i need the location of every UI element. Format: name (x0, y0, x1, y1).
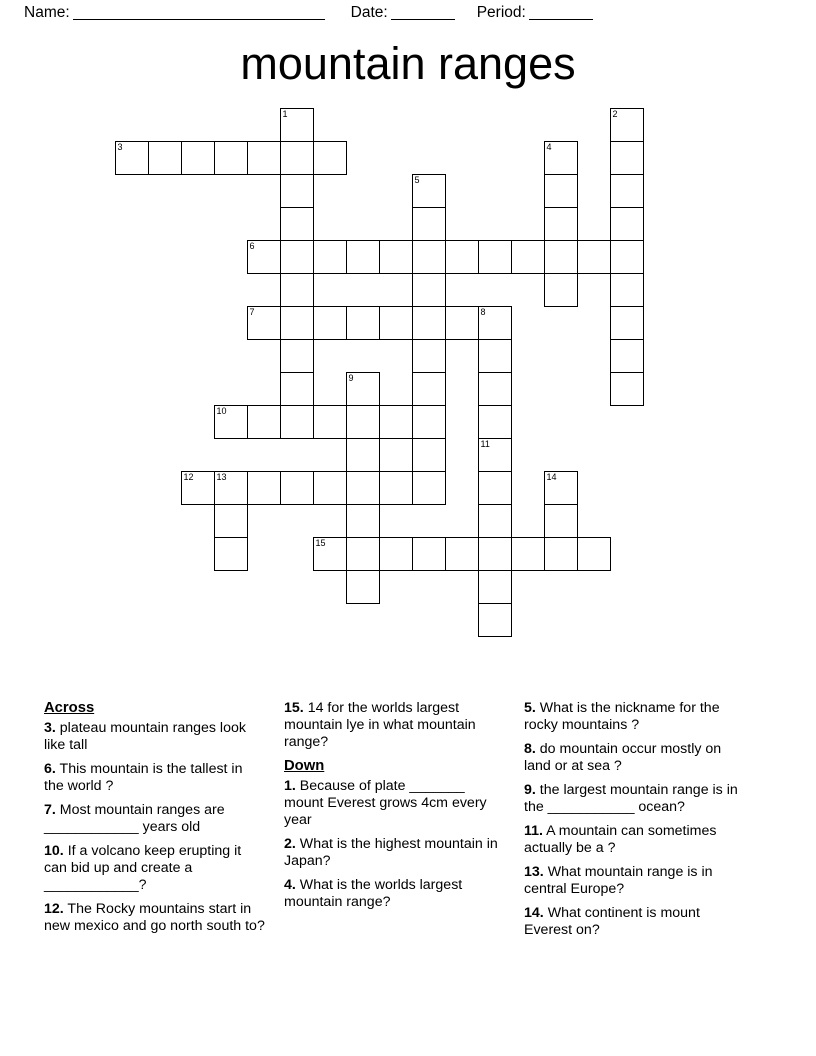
crossword-cell[interactable] (610, 174, 644, 208)
crossword-cell-numbered-4[interactable] (544, 141, 578, 175)
name-label: Name: (24, 4, 70, 21)
crossword-cell[interactable] (346, 240, 380, 274)
crossword-cell[interactable] (280, 141, 314, 175)
crossword-cell[interactable] (214, 504, 248, 538)
clues-column-1 (44, 700, 266, 942)
clue-down-5 (524, 700, 746, 734)
crossword-cell[interactable] (544, 504, 578, 538)
cell-number: 6 (249, 241, 255, 251)
cell-number: 5 (414, 175, 420, 185)
crossword-cell[interactable] (478, 339, 512, 373)
clue-down-8 (524, 741, 746, 775)
clue-number: 5. (524, 700, 536, 716)
date-input-line[interactable] (391, 6, 455, 20)
clue-number: 6. (44, 761, 56, 777)
clue-text: the largest mountain range is in the ___________ ocean? (524, 782, 738, 815)
crossword-cell[interactable] (280, 405, 314, 439)
name-input-line[interactable] (73, 6, 325, 20)
date-label: Date: (350, 4, 388, 21)
clue-down-13 (524, 864, 746, 898)
crossword-cell[interactable] (280, 174, 314, 208)
crossword-cell[interactable] (610, 240, 644, 274)
crossword-cell[interactable] (577, 240, 611, 274)
clue-down-4 (284, 877, 506, 911)
clue-across-10 (44, 843, 266, 894)
clue-text: Most mountain ranges are ____________ years old (44, 802, 225, 835)
crossword-cell-numbered-5[interactable] (412, 174, 446, 208)
cell-number: 1 (282, 109, 288, 119)
crossword-cell[interactable] (346, 537, 380, 571)
crossword-cell[interactable] (280, 306, 314, 340)
clue-text: What is the highest mountain in Japan? (284, 836, 498, 869)
clue-text: do mountain occur mostly on land or at sea ? (524, 741, 722, 774)
cell-number: 15 (315, 538, 326, 548)
cell-number: 4 (546, 142, 552, 152)
cell-number: 8 (480, 307, 486, 317)
period-label: Period: (476, 4, 526, 21)
clue-text: Because of plate _______ mount Everest grows 4cm every year (284, 778, 487, 828)
clue-text: What continent is mount Everest on? (524, 905, 700, 938)
crossword-cell[interactable] (346, 306, 380, 340)
crossword-cell[interactable] (610, 207, 644, 241)
clue-text: If a volcano keep erupting it can bid up and create a ____________? (44, 843, 242, 893)
crossword-cell[interactable] (346, 504, 380, 538)
clue-down-11 (524, 823, 746, 857)
clue-number: 8. (524, 741, 536, 757)
clue-number: 4. (284, 877, 296, 893)
clue-number: 7. (44, 802, 56, 818)
crossword-cell[interactable] (544, 273, 578, 307)
crossword-cell[interactable] (544, 174, 578, 208)
crossword-cell[interactable] (577, 537, 611, 571)
crossword-cell[interactable] (544, 537, 578, 571)
clue-down-14 (524, 905, 746, 939)
crossword-cell[interactable] (148, 141, 182, 175)
crossword-cell[interactable] (346, 570, 380, 604)
crossword-cell[interactable] (610, 372, 644, 406)
crossword-cell[interactable] (478, 240, 512, 274)
crossword-cell[interactable] (511, 240, 545, 274)
crossword-cell[interactable] (280, 471, 314, 505)
crossword-cell[interactable] (544, 207, 578, 241)
crossword-cell[interactable] (412, 240, 446, 274)
clue-across-7 (44, 802, 266, 836)
crossword-cell[interactable] (181, 141, 215, 175)
crossword-cell[interactable] (346, 471, 380, 505)
crossword-cell[interactable] (478, 405, 512, 439)
clue-number: 12. (44, 901, 64, 917)
cell-number: 13 (216, 472, 227, 482)
clue-number: 9. (524, 782, 536, 798)
clue-number: 14. (524, 905, 544, 921)
crossword-cell-numbered-2[interactable] (610, 108, 644, 142)
clue-across-15 (284, 700, 506, 751)
clue-number: 3. (44, 720, 56, 736)
crossword-cell[interactable] (247, 405, 281, 439)
crossword-cell[interactable] (412, 537, 446, 571)
crossword-cell-numbered-6[interactable] (247, 240, 281, 274)
crossword-cell[interactable] (313, 240, 347, 274)
crossword-cell[interactable] (214, 537, 248, 571)
crossword-cell-numbered-9[interactable] (346, 372, 380, 406)
crossword-cell[interactable] (280, 207, 314, 241)
crossword-cell[interactable] (280, 339, 314, 373)
cell-number: 7 (249, 307, 255, 317)
crossword-cell-numbered-13[interactable] (214, 471, 248, 505)
clues-section (44, 700, 774, 980)
crossword-cell[interactable] (247, 471, 281, 505)
crossword-cell[interactable] (346, 405, 380, 439)
crossword-cell-numbered-11[interactable] (478, 438, 512, 472)
crossword-cell[interactable] (412, 207, 446, 241)
crossword-cell-numbered-10[interactable] (214, 405, 248, 439)
crossword-cell[interactable] (478, 603, 512, 637)
crossword-cell[interactable] (214, 141, 248, 175)
crossword-cell-numbered-14[interactable] (544, 471, 578, 505)
crossword-cell-numbered-12[interactable] (181, 471, 215, 505)
clue-number: 2. (284, 836, 296, 852)
clue-text: 14 for the worlds largest mountain lye in what mountain range? (284, 700, 476, 750)
crossword-cell[interactable] (610, 273, 644, 307)
crossword-cell[interactable] (346, 438, 380, 472)
crossword-cell-numbered-3[interactable] (115, 141, 149, 175)
clues-column-2 (284, 700, 506, 918)
crossword-cell-numbered-8[interactable] (478, 306, 512, 340)
crossword-cell-numbered-15[interactable] (313, 537, 347, 571)
clue-text: This mountain is the tallest in the world ? (44, 761, 243, 794)
crossword-cell[interactable] (313, 306, 347, 340)
clue-number: 13. (524, 864, 544, 880)
crossword-cell[interactable] (478, 372, 512, 406)
clue-down-2 (284, 836, 506, 870)
cell-number: 11 (480, 439, 490, 449)
clue-text: A mountain can sometimes actually be a ? (524, 823, 717, 856)
cell-number: 9 (348, 373, 354, 383)
clue-text: What is the worlds largest mountain range? (284, 877, 463, 910)
cell-number: 2 (612, 109, 618, 119)
clue-number: 11. (524, 823, 543, 839)
crossword-cell[interactable] (313, 405, 347, 439)
cell-number: 12 (183, 472, 194, 482)
crossword-cell[interactable] (379, 240, 413, 274)
clue-number: 15. (284, 700, 304, 716)
crossword-cell-numbered-7[interactable] (247, 306, 281, 340)
crossword-cell[interactable] (379, 405, 413, 439)
crossword-cell[interactable] (478, 471, 512, 505)
student-info-header (0, 0, 816, 26)
crossword-cell[interactable] (412, 471, 446, 505)
crossword-cell[interactable] (247, 141, 281, 175)
clue-across-12 (44, 901, 266, 935)
crossword-cell[interactable] (280, 273, 314, 307)
crossword-cell[interactable] (280, 240, 314, 274)
clue-down-1 (284, 778, 506, 829)
clue-number: 10. (44, 843, 64, 859)
clue-across-6 (44, 761, 266, 795)
crossword-cell[interactable] (412, 405, 446, 439)
crossword-cell[interactable] (280, 372, 314, 406)
cell-number: 3 (117, 142, 123, 152)
clue-text: plateau mountain ranges look like tall (44, 720, 246, 753)
clue-number: 1. (284, 778, 296, 794)
crossword-cell[interactable] (610, 141, 644, 175)
crossword-cell[interactable] (544, 240, 578, 274)
crossword-grid[interactable] (115, 108, 675, 698)
crossword-cell[interactable] (412, 438, 446, 472)
clues-column-3 (524, 700, 746, 946)
crossword-cell[interactable] (478, 570, 512, 604)
crossword-cell[interactable] (379, 537, 413, 571)
cell-number: 14 (546, 472, 557, 482)
crossword-cell[interactable] (511, 537, 545, 571)
crossword-cell[interactable] (445, 537, 479, 571)
crossword-cell[interactable] (313, 141, 347, 175)
cell-number: 10 (216, 406, 227, 416)
clue-text: What mountain range is in central Europe? (524, 864, 713, 897)
crossword-cell[interactable] (445, 240, 479, 274)
clue-down-9 (524, 782, 746, 816)
period-input-line[interactable] (529, 6, 593, 20)
crossword-cell[interactable] (412, 273, 446, 307)
crossword-cell-numbered-1[interactable] (280, 108, 314, 142)
crossword-cell[interactable] (313, 471, 347, 505)
across-heading: Across (44, 700, 95, 716)
crossword-cell[interactable] (478, 537, 512, 571)
clue-text: The Rocky mountains start in new mexico and go north south to? (44, 901, 265, 934)
crossword-cell[interactable] (412, 306, 446, 340)
clue-across-3 (44, 720, 266, 754)
clue-text: What is the nickname for the rocky mountains ? (524, 700, 720, 733)
crossword-cell[interactable] (412, 372, 446, 406)
crossword-cell[interactable] (412, 339, 446, 373)
page-title: mountain ranges (240, 38, 576, 89)
crossword-cell[interactable] (379, 471, 413, 505)
crossword-cell[interactable] (478, 504, 512, 538)
down-heading: Down (284, 758, 325, 774)
crossword-cell[interactable] (445, 306, 479, 340)
crossword-cell[interactable] (379, 306, 413, 340)
crossword-cell[interactable] (610, 306, 644, 340)
crossword-cell[interactable] (610, 339, 644, 373)
